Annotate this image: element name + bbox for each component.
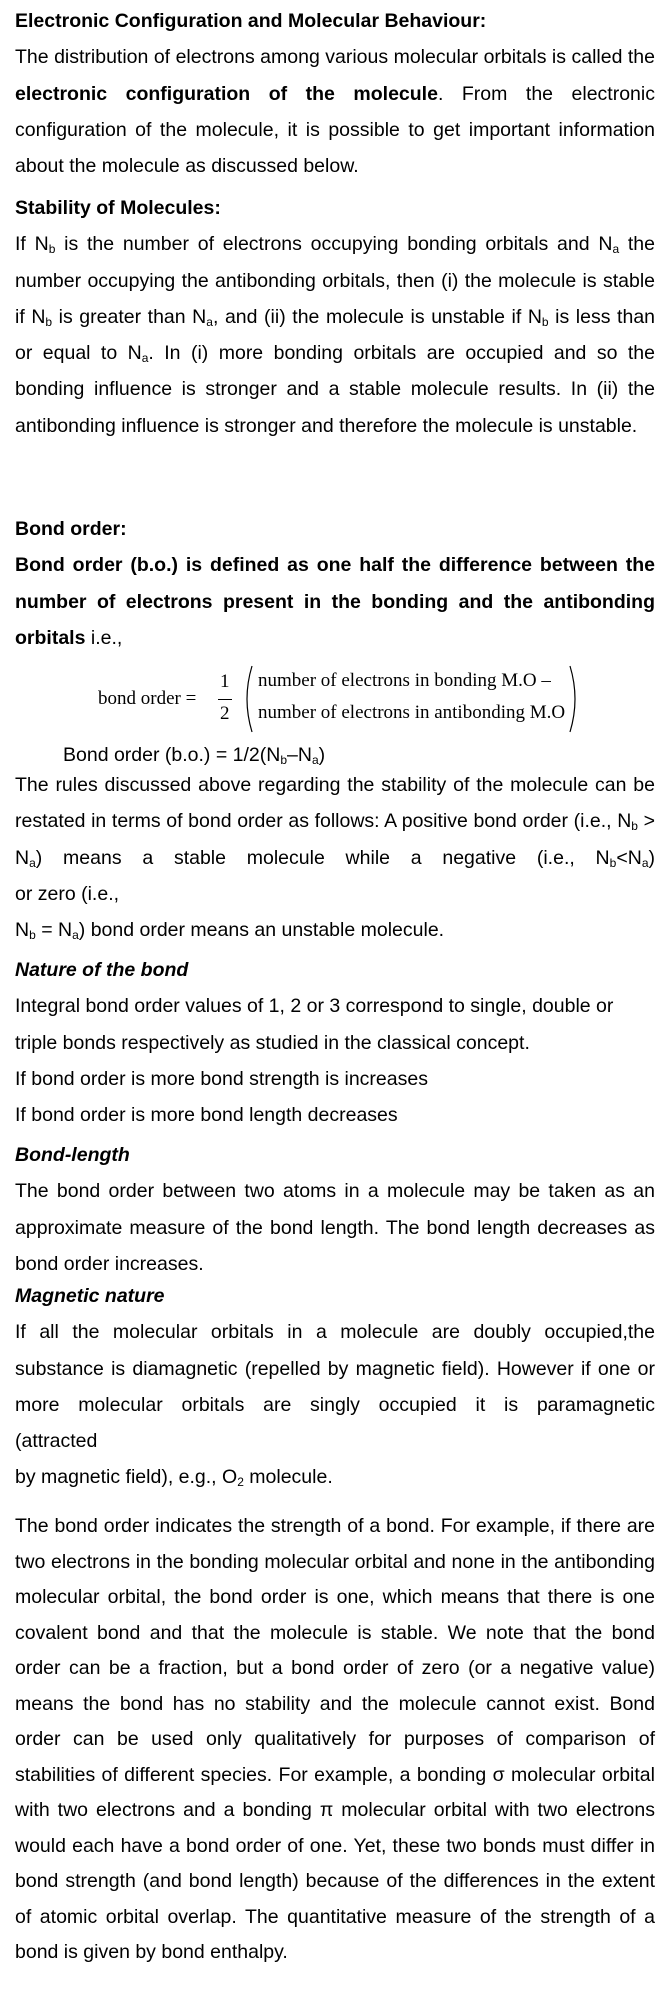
section-magnetic-nature (15, 1278, 655, 1496)
section-electronic-configuration (15, 3, 655, 184)
heading-nature-of-bond: Nature of the bond (15, 959, 189, 981)
section-nature-of-bond (15, 952, 655, 1133)
bond-order-expression: Bond order $(b.o.) = 1/2(N_b-N_a)$ (63, 744, 326, 767)
left-parenthesis-icon (240, 664, 254, 734)
formula-numerator: 1 (220, 671, 230, 692)
formula-lhs: bond order = (98, 688, 197, 709)
bond-order-formula (98, 664, 658, 736)
section-stability (15, 190, 655, 444)
bond-order-rules: The rules discussed above regarding the stability of the molecule can be restated in terms of bond order as follows: A positive bond order (i.e., $N_b > N_a$) means a stable molecule while a negative (i.e., $N_b<N_a$) or zero (i.e., $N_b = N_a$) bond order means an unstable molecule. (15, 774, 655, 943)
section-bond-order (15, 511, 655, 656)
paragraph-bond-strength: The bond order indicates the strength of a bond. For example, if there are two electrons in the bonding molecular orbital and none in the antibonding molecular orbital, the bond order is one, which means that there is one covalent bond and that the molecule is stable. We note that the bond order can be a fraction, but a bond order of zero (or a negative value) means the bond has no stability and the molecule cannot exist. Bond order can be used only qualitatively for purposes of comparison of stabilities of different species. For example, a bonding σ molecular orbital with two electrons and a bonding π molecular orbital with two electrons would each have a bond order of one. Yet, these two bonds must differ in bond strength (and bond length) because of the differences in the extent of atomic orbital overlap. The quantitative measure of the strength of a bond is given by bond enthalpy. (15, 1515, 655, 1963)
paragraph-bond-length: The bond order between two atoms in a molecule may be taken as an approximate measure of the bond length. The bond length decreases as bond order increases. (15, 1180, 655, 1275)
section-bond-strength (15, 1509, 655, 1971)
heading-magnetic-nature: Magnetic nature (15, 1285, 165, 1307)
heading-bond-order: Bond order: (15, 518, 127, 540)
paragraph-stability: If $N_b$ is the number of electrons occupying bonding orbitals and $N_a$ the number occupying the antibonding orbitals, then (i) the molecule is stable if $N_b$ is greater than $N_a$, and (ii) the molecule is unstable if $N_b$ is less than or equal to $N_a$. In (i) more bonding orbitals are occupied and so the bonding influence is stronger and a stable molecule results. In (ii) the antibonding influence is stronger and therefore the molecule is unstable. (15, 233, 656, 437)
formula-row-bonding: number of electrons in bonding M.O – (258, 670, 551, 691)
heading-bond-length: Bond-length (15, 1144, 130, 1166)
nature-line-4: If bond order is more bond length decreases (15, 1104, 398, 1127)
paragraph-electronic-configuration: The distribution of electrons among various molecular orbitals is called the electronic configuration of the molecule. From the electronic configuration of the molecule, it is possible to get important information about the molecule as discussed below. (15, 46, 655, 178)
paragraph-magnetic-nature: If all the molecular orbitals in a molecule are doubly occupied,the substance is diamagnetic (repelled by magnetic field). However if one or more molecular orbitals are singly occupied it is paramagnetic (15, 1321, 655, 1416)
bond-order-definition: Bond order (b.o.) is defined as one half the difference between the number of electrons present in the bonding and the antibonding orbitals i.e., (15, 554, 655, 649)
nature-line-1: Integral bond order values of 1, 2 or 3 correspond to single, double or (15, 995, 614, 1018)
nature-line-3: If bond order is more bond strength is increases (15, 1067, 428, 1090)
section-bond-length (15, 1137, 655, 1282)
heading-electronic-configuration: Electronic Configuration and Molecular Behaviour: (15, 10, 487, 32)
magnetic-attracted-line: (attracted (15, 1430, 98, 1453)
nature-line-2: triple bonds respectively as studied in the classical concept. (15, 1031, 530, 1054)
fraction-bar (218, 699, 232, 700)
heading-stability: Stability of Molecules: (15, 197, 221, 219)
formula-row-antibonding: number of electrons in antibonding M.O (258, 702, 566, 723)
term-electronic-configuration: electronic configuration of the molecule (15, 82, 438, 105)
right-parenthesis-icon (568, 664, 582, 734)
formula-denominator: 2 (220, 703, 230, 724)
magnetic-example-line: by magnetic field), e.g., $O_2$ molecule. (15, 1466, 333, 1490)
